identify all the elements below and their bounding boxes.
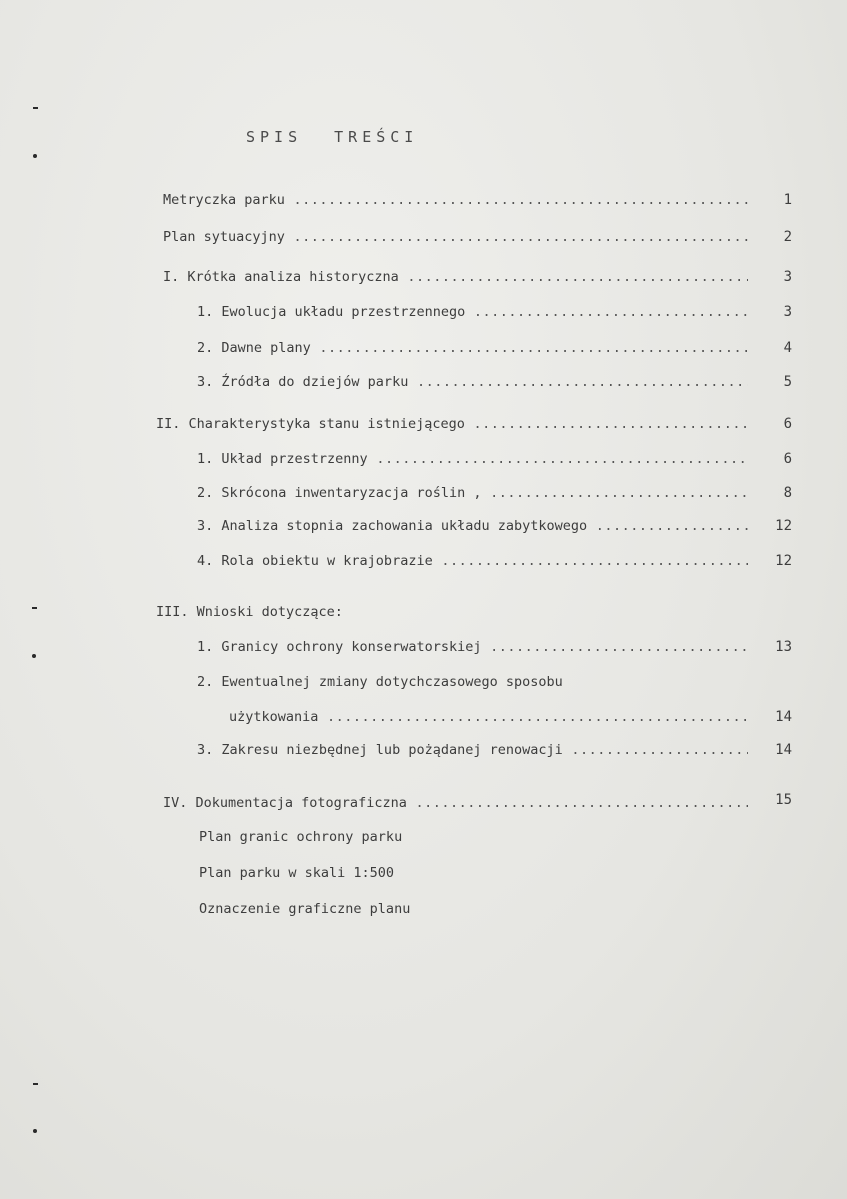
toc-page-number: 5 [783, 374, 792, 390]
toc-entry-label: użytkowania ..... [229, 706, 748, 728]
toc-entry-label: 3. Zakresu niezbędnej lub pożądanej renowacji ..... [197, 739, 748, 761]
toc-page-number: 3 [783, 304, 792, 320]
toc-entry [197, 739, 748, 761]
toc-entry [197, 301, 748, 323]
margin-mark [33, 1083, 38, 1085]
toc-section-label: IV. Dokumentacja fotograficzna ..... [163, 792, 748, 814]
toc-section-label: II. Charakterystyka stanu istniejącego ..... [156, 413, 748, 435]
toc-entry-label: Plan sytuacyjny ..... [163, 226, 748, 248]
toc-section-label: III. Wnioski dotyczące: [156, 604, 343, 620]
toc-entry-label: 2. Dawne plany ..... [197, 337, 748, 359]
toc-entry-label: 1. Układ przestrzenny ..... [197, 448, 748, 470]
toc-page-number: 15 [775, 792, 792, 808]
toc-section-label: I. Krótka analiza historyczna ..... [163, 266, 748, 288]
toc-entry-label: 1. Ewolucja układu przestrzennego ..... [197, 301, 748, 323]
toc-entry [197, 636, 748, 658]
toc-entry-label: 3. Źródła do dziejów parku ..... [197, 371, 748, 393]
toc-page-number: 6 [783, 451, 792, 467]
toc-entry-label: 2. Skrócona inwentaryzacja roślin , ..... [197, 482, 748, 504]
toc-entry [197, 550, 748, 572]
toc-page-number: 14 [775, 742, 792, 758]
toc-page-number: 12 [775, 553, 792, 569]
toc-page-number: 8 [783, 485, 792, 501]
margin-mark [32, 607, 37, 609]
toc-entry [197, 515, 748, 537]
toc-section [163, 792, 748, 814]
toc-entry-label: Metryczka parku ..... [163, 189, 748, 211]
toc-entry [197, 448, 748, 470]
toc-entry-label: 3. Analiza stopnia zachowania układu zabytkowego ..... [197, 515, 748, 537]
toc-entry-label: Plan parku w skali 1:500 [199, 865, 395, 881]
toc-entry-label: 2. Ewentualnej zmiany dotychczasowego sposobu [197, 674, 563, 690]
toc-entry [229, 706, 748, 728]
toc-entry [197, 482, 748, 504]
toc-section [156, 413, 748, 435]
toc-entry-label: 1. Granicy ochrony konserwatorskiej ..... [197, 636, 748, 658]
toc-page-number: 14 [775, 709, 792, 725]
toc-entry-label: Oznaczenie graficzne planu [199, 901, 411, 917]
binder-hole-mark [33, 1129, 37, 1133]
margin-mark [33, 107, 38, 109]
binder-hole-mark [33, 154, 37, 158]
binder-hole-mark [32, 654, 36, 658]
toc-page-number: 3 [783, 269, 792, 285]
toc-page-number: 6 [783, 416, 792, 432]
toc-page-number: 2 [783, 229, 792, 245]
toc-entry [163, 226, 748, 248]
toc-section [163, 266, 748, 288]
toc-page-number: 1 [783, 192, 792, 208]
toc-entry [197, 337, 748, 359]
toc-entry [163, 189, 748, 211]
toc-entry [197, 371, 748, 393]
page-title: SPIS TREŚCI [246, 128, 419, 146]
toc-page-number: 13 [775, 639, 792, 655]
toc-page-number: 4 [783, 340, 792, 356]
toc-entry-label: Plan granic ochrony parku [199, 829, 403, 845]
toc-entry-label: 4. Rola obiektu w krajobrazie ..... [197, 550, 748, 572]
toc-page-number: 12 [775, 518, 792, 534]
